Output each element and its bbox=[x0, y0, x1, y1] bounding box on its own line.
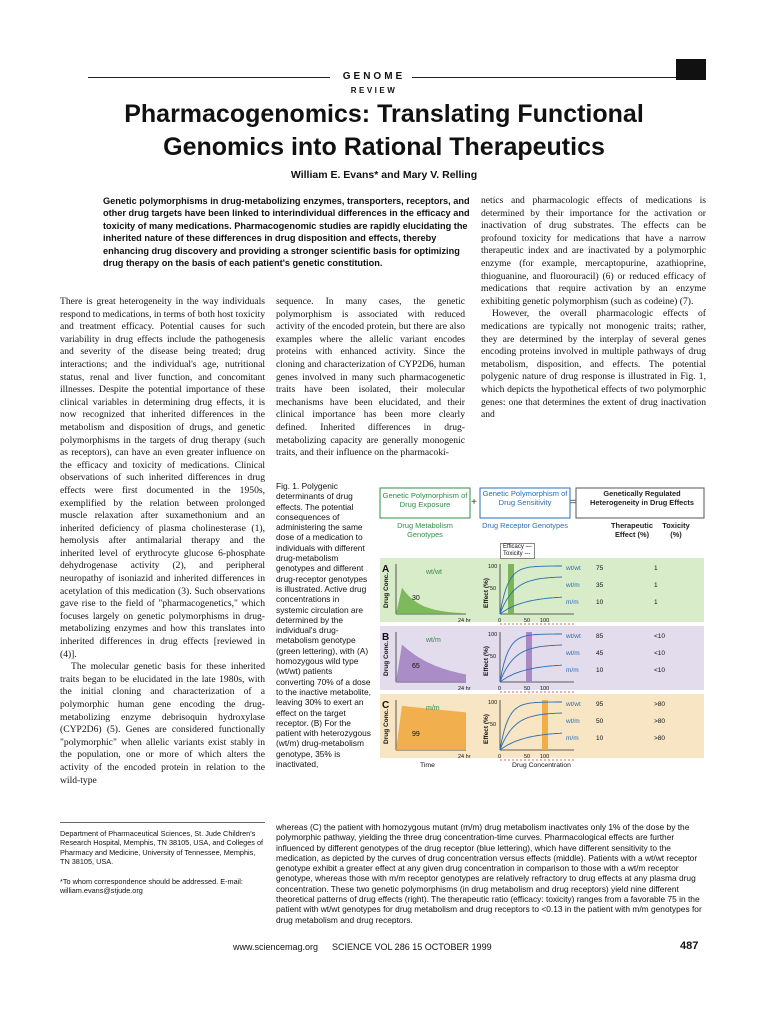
effect-tick-50: 50 bbox=[490, 722, 497, 728]
metabolism-genotype-label: wt/m bbox=[426, 637, 441, 644]
conc-tick-50: 50 bbox=[524, 618, 531, 624]
sensitivity-box-label: Genetic Polymorphism of Drug Sensitivity bbox=[482, 489, 568, 507]
affiliation: Department of Pharmaceutical Sciences, St. Jude Children's Research Hospital, Memphis, TN 38105, USA, and Colleges of Pharmacy and Medicine, University of Tennessee, Memphis, TN 38105, USA. bbox=[60, 829, 264, 866]
subsection-label: REVIEW bbox=[350, 86, 398, 95]
plus-sign: + bbox=[471, 497, 477, 508]
y-axis-label-concentration: Drug Conc. bbox=[383, 708, 390, 744]
concentration-band bbox=[542, 700, 548, 750]
header-rule-left bbox=[88, 77, 330, 78]
therapeutic-effect-value: 35 bbox=[596, 582, 604, 589]
metabolism-genotype-label: m/m bbox=[426, 705, 440, 712]
figure-caption-side: Fig. 1. Polygenic determinants of drug effects. The potential consequences of administering the same dose of a medication to individuals with different drug-metabolism genotypes and different drug-receptor genotypes is illustrated. Active drug concentrations in systemic circulation are determined by the individual's drug-metabolism genotype (green lettering), with (A) homozygous wild type (wt/wt) patients converting 70% of a dose to the inactive metabolite, leaving 30% to exert an effect on the target receptor. (B) For the patient with heterozygous (wt/m) drug-metabolism genotype, 35% is inactivated, bbox=[276, 481, 371, 770]
toxicity-value: 1 bbox=[654, 565, 658, 572]
correspondence: *To whom correspondence should be addressed. E-mail: william.evans@stjude.org bbox=[60, 877, 243, 896]
receptor-genotype-label: wt/m bbox=[566, 718, 580, 725]
receptor-genotype-label: wt/m bbox=[566, 582, 580, 589]
header-rule-right bbox=[412, 77, 676, 78]
y-axis-label-concentration: Drug Conc. bbox=[383, 640, 390, 676]
time-tick-label: 24 hr bbox=[458, 618, 471, 624]
conc-tick-0: 0 bbox=[498, 754, 502, 760]
legend-efficacy: Efficacy — bbox=[503, 544, 532, 550]
authors: William E. Evans* and Mary V. Relling bbox=[290, 169, 478, 181]
paragraph: sequence. In many cases, the genetic polymorphism is associated with reduced activity of the encoded protein, but there are also examples where the allelic variant encodes proteins with enhanced activity. Since the cloning and characterization of CYP2D6, human genes involved in many such pharmacogenetic traits have been isolated, their molecular mechanisms have been elucidated, and their clinical importance has been more clearly defined. Inherited differences in drug-metabolizing capacity are generally monogenic traits, and their influence on the pharmacoki- bbox=[276, 296, 465, 459]
receptor-genotype-label: m/m bbox=[566, 599, 579, 606]
receptor-genotype-label: wt/wt bbox=[566, 565, 581, 572]
page-number: 487 bbox=[680, 940, 699, 952]
receptor-genotype-label: m/m bbox=[566, 667, 579, 674]
concentration-band bbox=[526, 632, 532, 682]
y-axis-label-concentration: Drug Conc. bbox=[383, 572, 390, 608]
receptor-genotypes-label: Drug Receptor Genotypes bbox=[482, 521, 568, 530]
therapeutic-effect-value: 75 bbox=[596, 565, 604, 572]
paragraph: There is great heterogeneity in the way individuals respond to medications, in terms of both host toxicity and treatment efficacy. Potential causes for such variability in drug effects include the pathogenesis and severity of the disease being treated; drug interactions; and the individual's age, nutritional status, renal and liver function, and concomitant illnesses. Despite the potential importance of these clinical variables in determining drug effects, it is now recognized that inherited differences in the metabolism and disposition of drugs, and genetic polymorphisms in the targets of drug therapy (such as receptors), can have an even greater influence on the efficacy and toxicity of medications. Clinical observations of such inherited differences in drug effects were first documented in the 1950s, exemplified by the relation between prolonged muscle relaxation after suxamethonium and an inherited deficiency of plasma cholinesterase (1), hemolysis after antimalarial therapy and the inherited level of erythrocyte glucose 6-phosphate dehydrogenase activity (2), and peripheral neuropathy of isoniazid and inherited differences in acetylation of this medication (3). Such observations gave rise to the field of "pharmacogenetics," which focuses largely on genetic polymorphisms in drug-metabolizing enzymes and how this translates into inherited differences in drug effects [reviewed in (4)]. bbox=[60, 296, 265, 660]
corner-tab bbox=[676, 59, 706, 80]
footer-journal: SCIENCE VOL 286 15 OCTOBER 1999 bbox=[332, 942, 492, 952]
receptor-genotype-label: wt/m bbox=[566, 650, 580, 657]
toxicity-value: <10 bbox=[654, 667, 666, 674]
therapeutic-effect-value: 95 bbox=[596, 701, 604, 708]
therapeutic-effect-value: 85 bbox=[596, 633, 604, 640]
conc-tick-0: 0 bbox=[498, 686, 502, 692]
paragraph: The molecular genetic basis for these inherited traits began to be elucidated in the late 1980s, with the initial cloning and characterization of a polymorphic human gene encoding the drug-metabolizing enzyme debrisoquin hydroxylase (CYP2D6) (5). Genes are considered functionally "polymorphic" when allelic variants exist stably in the population, one or more of which alters the activity of the encoded protein in relation to the wild-type bbox=[60, 661, 265, 786]
receptor-genotype-label: wt/wt bbox=[566, 633, 581, 640]
y-axis-label-effect: Effect (%) bbox=[483, 714, 490, 744]
body-column-1 bbox=[60, 296, 265, 816]
abstract: Genetic polymorphisms in drug-metabolizing enzymes, transporters, receptors, and other drug targets have been linked to interindividual differences in the efficacy and toxicity of many medications. Pharmacogenomic studies are rapidly elucidating the inherited nature of these differences in drug disposition and effects, thereby enhancing drug discovery and providing a stronger scientific basis for optimizing drug therapy on the basis of each patient's genetic constitution. bbox=[103, 196, 470, 269]
y-axis-label-effect: Effect (%) bbox=[483, 578, 490, 608]
toxicity-header: Toxicity (%) bbox=[662, 521, 690, 539]
toxicity-value: >80 bbox=[654, 735, 666, 742]
footer-site: www.sciencemag.org bbox=[233, 942, 319, 952]
article-title-line1: Pharmacogenomics: Translating Functional bbox=[124, 100, 644, 128]
conc-tick-100: 100 bbox=[540, 686, 550, 692]
conc-tick-100: 100 bbox=[540, 618, 550, 624]
therapeutic-effect-value: 50 bbox=[596, 718, 604, 725]
paragraph: However, the overall pharmacologic effects of medications are typically not monogenic traits; rather, they are determined by the interplay of several genes encoding proteins involved in multiple pathways of drug metabolism, disposition, and effects. The potential polygenic nature of drug response is illustrated in Fig. 1, which depicts the hypothetical effects of two polymorphic genes: one that determines the extent of drug inactivation and bbox=[481, 308, 706, 421]
therapeutic-effect-value: 10 bbox=[596, 735, 604, 742]
toxicity-value: >80 bbox=[654, 701, 666, 708]
effect-tick-50: 50 bbox=[490, 586, 497, 592]
auc-label: 65 bbox=[412, 663, 420, 670]
receptor-genotype-label: m/m bbox=[566, 735, 579, 742]
figure-caption-bottom: whereas (C) the patient with homozygous mutant (m/m) drug metabolism inactivates only 1% of the dose by the polymorphic pathway, yielding the three drug concentration-time curves. Pharmacological effects are further influenced by different genotypes of the drug receptor (blue lettering), which have different sensitivity to the medication, as depicted by the curves of drug concentration versus effects (middle). Patients with a wt/wt receptor genotype exhibit a greater effect at any given drug concentration in comparison to those with a wt/m receptor genotype, whereas those with m/m receptor genotypes are relatively refractory to drug effects at any plasma drug concentration. These two genetic polymorphisms (in drug metabolism and drug receptors) yield nine different theoretical patterns of drug effects (right). The therapeutic ratio (efficacy: toxicity) ranges from a favorable 75 in the patient with wt/wt genotypes for drug metabolism and drug receptors to <0.13 in the patient with m/m genotypes for drug metabolism and drug receptors. bbox=[276, 822, 702, 925]
legend-toxicity: Toxicity --- bbox=[503, 551, 531, 557]
therapeutic-effect-value: 10 bbox=[596, 667, 604, 674]
effect-tick-100: 100 bbox=[488, 632, 498, 638]
receptor-genotype-label: wt/wt bbox=[566, 701, 581, 708]
metabolism-genotypes-label: Drug Metabolism Genotypes bbox=[397, 521, 453, 539]
x-axis-time: Time bbox=[420, 762, 435, 769]
toxicity-value: 1 bbox=[654, 582, 658, 589]
legend bbox=[500, 543, 535, 559]
x-axis-drug-concentration: Drug Concentration bbox=[512, 762, 571, 769]
panel-letter: B bbox=[382, 632, 390, 643]
toxicity-value: 1 bbox=[654, 599, 658, 606]
therapeutic-effect-header: Therapeutic Effect (%) bbox=[611, 521, 653, 539]
footnote-rule bbox=[60, 822, 265, 823]
paragraph: netics and pharmacologic effects of medications is determined by their importance for the activation or inactivation of drug substrates. The effects can be profound toxicity for medications that have a narrow therapeutic index and are inactivated by a polymorphic enzyme (for example, mercaptopurine, azathioprine, thioguanine, and fluorouracil) (6) or reduced efficacy of medications that require activation by an enzyme exhibiting genetic polymorphism (such as codeine) (7). bbox=[481, 195, 706, 307]
conc-tick-50: 50 bbox=[524, 686, 531, 692]
panel-letter: A bbox=[382, 564, 390, 575]
therapeutic-effect-value: 10 bbox=[596, 599, 604, 606]
equals-sign: = bbox=[570, 497, 576, 508]
therapeutic-effect-value: 45 bbox=[596, 650, 604, 657]
metabolism-genotype-label: wt/wt bbox=[426, 569, 442, 576]
auc-label: 99 bbox=[412, 731, 420, 738]
effect-tick-50: 50 bbox=[490, 654, 497, 660]
concentration-area bbox=[396, 706, 466, 750]
section-label: GENOME bbox=[342, 71, 406, 82]
conc-tick-100: 100 bbox=[540, 754, 550, 760]
toxicity-value: <10 bbox=[654, 650, 666, 657]
time-tick-label: 24 hr bbox=[458, 754, 471, 760]
time-tick-label: 24 hr bbox=[458, 686, 471, 692]
exposure-box-label: Genetic Polymorphism of Drug Exposure bbox=[382, 491, 468, 509]
article-title-line2: Genomics into Rational Therapeutics bbox=[163, 133, 605, 161]
conc-tick-0: 0 bbox=[498, 618, 502, 624]
heterogeneity-box-label: Genetically Regulated Heterogeneity in Drug Effects bbox=[590, 489, 694, 507]
toxicity-value: >80 bbox=[654, 718, 666, 725]
conc-tick-50: 50 bbox=[524, 754, 531, 760]
toxicity-value: <10 bbox=[654, 633, 666, 640]
auc-label: 30 bbox=[412, 595, 420, 602]
y-axis-label-effect: Effect (%) bbox=[483, 646, 490, 676]
effect-tick-100: 100 bbox=[488, 700, 498, 706]
body-column-3 bbox=[481, 195, 706, 472]
effect-tick-100: 100 bbox=[488, 564, 498, 570]
panel-letter: C bbox=[382, 700, 390, 711]
body-column-2 bbox=[276, 296, 465, 472]
